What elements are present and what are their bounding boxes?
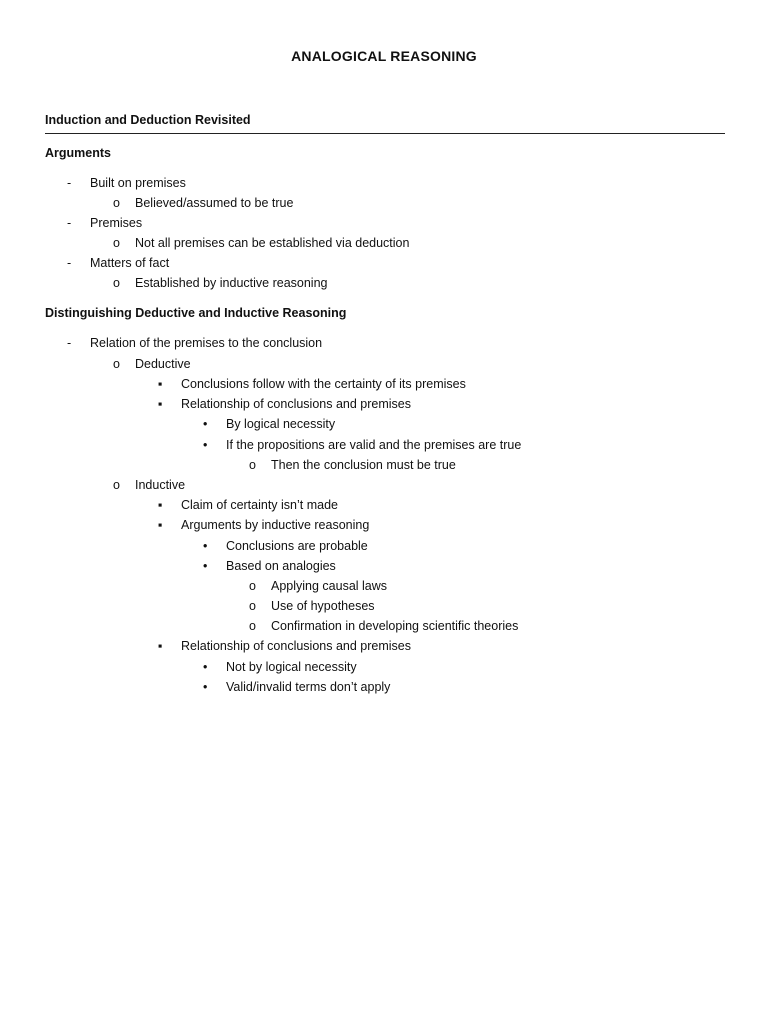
list-item: Relationship of conclusions and premises [181, 639, 411, 653]
circle-marker: o [249, 579, 256, 593]
list-item: Believed/assumed to be true [135, 196, 294, 210]
list-item: Inductive [135, 478, 186, 492]
list-item: Not by logical necessity [226, 660, 357, 674]
dash-marker: - [67, 256, 72, 270]
circle-marker: o [113, 478, 120, 492]
list-item: Built on premises [90, 176, 186, 190]
list-item: Conclusions follow with the certainty of its premises [181, 377, 466, 391]
square-bullet-marker: ▪ [158, 639, 163, 653]
circle-marker: o [249, 619, 256, 633]
circle-marker: o [113, 236, 120, 250]
list-item: Use of hypotheses [271, 599, 375, 613]
square-bullet-marker: ▪ [158, 518, 163, 532]
list-item: Relationship of conclusions and premises [181, 397, 411, 411]
list-item: Premises [90, 216, 143, 230]
square-bullet-marker: ▪ [158, 498, 163, 512]
circle-marker: o [113, 276, 120, 290]
list-item: Arguments by inductive reasoning [181, 518, 370, 532]
list-item: Not all premises can be established via deduction [135, 236, 410, 250]
dash-marker: - [67, 336, 72, 350]
round-bullet-marker: • [203, 539, 208, 553]
round-bullet-marker: • [203, 559, 208, 573]
list-item: Established by inductive reasoning [135, 276, 328, 290]
list-item: Matters of fact [90, 256, 170, 270]
list-item: Valid/invalid terms don’t apply [226, 680, 391, 694]
list-item: Then the conclusion must be true [271, 458, 456, 472]
square-bullet-marker: ▪ [158, 377, 163, 391]
list-item: Relation of the premises to the conclusion [90, 336, 323, 350]
list-item: Conclusions are probable [226, 539, 368, 553]
list-item: Applying causal laws [271, 579, 388, 593]
list-item: Deductive [135, 357, 191, 371]
circle-marker: o [113, 196, 120, 210]
section-heading-arguments: Arguments [45, 146, 111, 160]
round-bullet-marker: • [203, 680, 208, 694]
document-title: ANALOGICAL REASONING [291, 48, 477, 64]
circle-marker: o [113, 357, 120, 371]
section-heading-induction-deduction: Induction and Deduction Revisited [45, 113, 251, 127]
list-item: If the propositions are valid and the premises are true [226, 438, 522, 452]
square-bullet-marker: ▪ [158, 397, 163, 411]
list-item: By logical necessity [226, 417, 336, 431]
list-item: Confirmation in developing scientific theories [271, 619, 519, 633]
dash-marker: - [67, 216, 72, 230]
round-bullet-marker: • [203, 660, 208, 674]
circle-marker: o [249, 458, 256, 472]
list-item: Based on analogies [226, 559, 336, 573]
round-bullet-marker: • [203, 438, 208, 452]
dash-marker: - [67, 176, 72, 190]
list-item: Claim of certainty isn’t made [181, 498, 339, 512]
horizontal-rule [45, 133, 725, 134]
circle-marker: o [249, 599, 256, 613]
round-bullet-marker: • [203, 417, 208, 431]
section-heading-distinguishing: Distinguishing Deductive and Inductive Reasoning [45, 306, 347, 320]
